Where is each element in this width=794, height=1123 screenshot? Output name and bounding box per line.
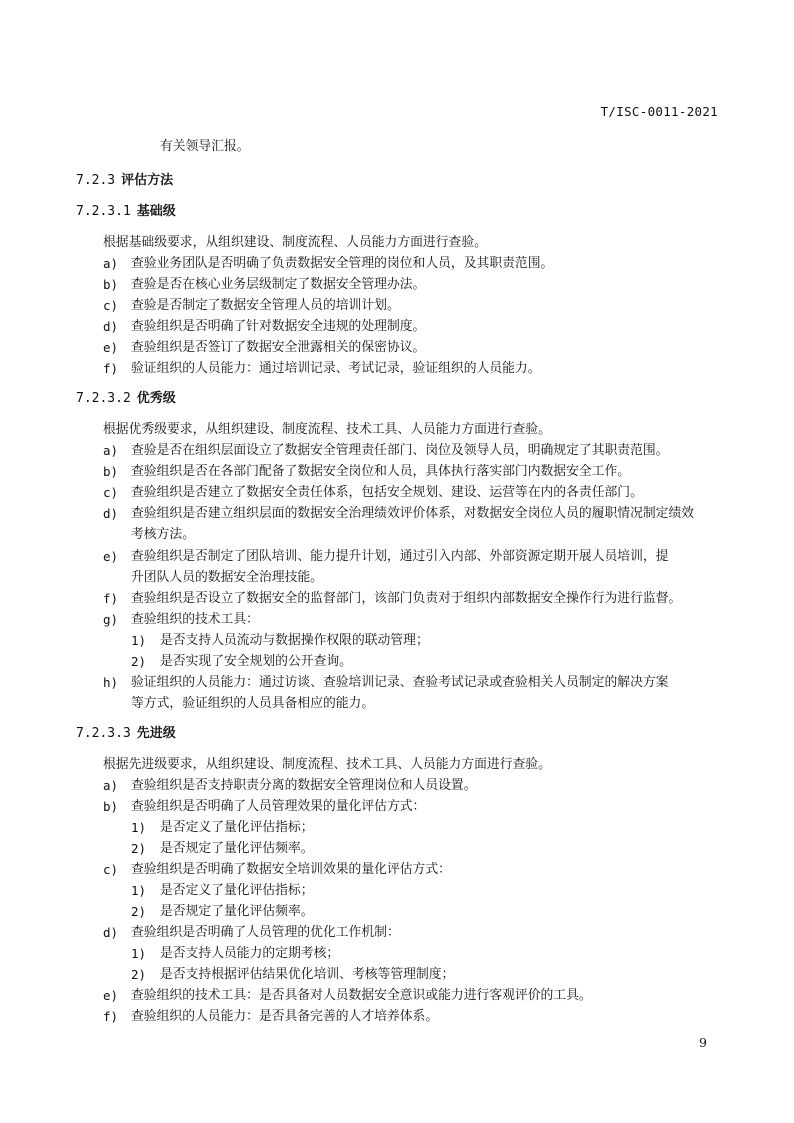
subsection-number: 7.2.3.2: [76, 391, 131, 406]
item-text: 查验组织是否明确了人员管理的优化工作机制：: [131, 925, 400, 940]
item-marker: e): [103, 549, 119, 564]
item-marker: a): [103, 778, 119, 793]
item-marker: a): [103, 443, 119, 458]
item-text-line2: 等方式，验证组织的人员具备相应的能力。: [131, 696, 375, 711]
item-marker: h): [103, 675, 119, 690]
item-text: 查验组织是否明确了数据安全培训效果的量化评估方式：: [131, 862, 451, 877]
item-marker: c): [103, 485, 119, 500]
item-marker: f): [103, 1009, 119, 1024]
item-text: 查验组织的人员能力：是否具备完善的人才培养体系。: [131, 1009, 439, 1024]
item-text: 查验是否在组织层面设立了数据安全管理责任部门、岗位及领导人员，明确规定了其职责范围。: [131, 443, 669, 458]
advanced-intro: 根据先进级要求，从组织建设、制度流程、技术工具、人员能力方面进行查验。: [103, 757, 551, 772]
item-marker: a): [103, 256, 119, 271]
excellent-intro: 根据优秀级要求，从组织建设、制度流程、技术工具、人员能力方面进行查验。: [103, 422, 551, 437]
item-text-line2: 考核方法。: [131, 527, 195, 542]
item-marker: b): [103, 464, 119, 479]
item-marker: d): [103, 319, 119, 334]
item-text: 验证组织的人员能力：通过培训记录、考试记录，验证组织的人员能力。: [131, 361, 541, 376]
item-text: 查验组织的技术工具：: [131, 612, 259, 627]
item-marker: g): [103, 612, 119, 627]
basic-intro: 根据基础级要求，从组织建设、制度流程、人员能力方面进行查验。: [103, 235, 487, 250]
subsection-number: 7.2.3.3: [76, 726, 131, 741]
item-text: 查验组织是否在各部门配备了数据安全岗位和人员，具体执行落实部门内数据安全工作。: [131, 464, 631, 479]
sub-item-text: 是否规定了量化评估频率。: [160, 841, 314, 856]
item-text: 查验是否在核心业务层级制定了数据安全管理办法。: [131, 277, 426, 292]
sub-item-marker: 1): [131, 820, 147, 835]
item-marker: b): [103, 799, 119, 814]
sub-item-text: 是否定义了量化评估指标；: [160, 820, 314, 835]
sub-item-text: 是否支持人员能力的定期考核；: [160, 946, 340, 961]
item-text-line1: 验证组织的人员能力：通过访谈、查验培训记录、查验考试记录或查验相关人员制定的解决方案: [131, 675, 669, 690]
section-heading-7-2-3: [76, 170, 173, 191]
section-title: 评估方法: [121, 173, 174, 188]
continued-text: 有关领导汇报。: [160, 139, 250, 154]
sub-item-text: 是否规定了量化评估频率。: [160, 904, 314, 919]
item-text: 查验组织是否明确了人员管理效果的量化评估方式：: [131, 799, 426, 814]
item-marker: d): [103, 506, 119, 521]
subsection-title: 基础级: [136, 204, 176, 219]
item-text-line1: 查验组织是否建立组织层面的数据安全治理绩效评价体系，对数据安全岗位人员的履职情况制定绩效: [131, 506, 695, 521]
subsection-heading-excellent: [76, 388, 176, 409]
sub-item-marker: 2): [131, 904, 147, 919]
item-text: 查验是否制定了数据安全管理人员的培训计划。: [131, 298, 400, 313]
item-text: 查验组织是否支持职责分离的数据安全管理岗位和人员设置。: [131, 778, 477, 793]
sub-item-marker: 1): [131, 633, 147, 648]
sub-item-marker: 2): [131, 967, 147, 982]
sub-item-text: 是否实现了安全规划的公开查询。: [160, 654, 352, 669]
sub-item-marker: 1): [131, 946, 147, 961]
item-marker: c): [103, 862, 119, 877]
item-marker: f): [103, 361, 119, 376]
item-text: 查验组织是否明确了针对数据安全违规的处理制度。: [131, 319, 426, 334]
sub-item-marker: 2): [131, 841, 147, 856]
sub-item-marker: 1): [131, 883, 147, 898]
item-text: 查验组织是否设立了数据安全的监督部门，该部门负责对于组织内部数据安全操作行为进行监督。: [131, 591, 682, 606]
subsection-title: 优秀级: [136, 391, 176, 406]
item-text-line1: 查验组织是否制定了团队培训、能力提升计划，通过引入内部、外部资源定期开展人员培训，提: [131, 549, 669, 564]
sub-item-text: 是否支持人员流动与数据操作权限的联动管理；: [160, 633, 429, 648]
item-text: 查验组织的技术工具：是否具备对人员数据安全意识或能力进行客观评价的工具。: [131, 988, 592, 1003]
sub-item-text: 是否支持根据评估结果优化培训、考核等管理制度；: [160, 967, 455, 982]
document-id: T/ISC-0011-2021: [600, 104, 718, 119]
page-number: 9: [699, 1035, 707, 1050]
item-marker: b): [103, 277, 119, 292]
subsection-heading-advanced: [76, 723, 176, 744]
item-text-line2: 升团队人员的数据安全治理技能。: [131, 570, 323, 585]
item-marker: e): [103, 988, 119, 1003]
item-marker: e): [103, 340, 119, 355]
item-marker: d): [103, 925, 119, 940]
item-text: 查验组织是否建立了数据安全责任体系，包括安全规划、建设、运营等在内的各责任部门。: [131, 485, 643, 500]
sub-item-marker: 2): [131, 654, 147, 669]
subsection-number: 7.2.3.1: [76, 204, 131, 219]
subsection-heading-basic: [76, 201, 176, 222]
item-marker: c): [103, 298, 119, 313]
item-text: 查验组织是否签订了数据安全泄露相关的保密协议。: [131, 340, 426, 355]
section-number: 7.2.3: [76, 173, 116, 188]
item-marker: f): [103, 591, 119, 606]
sub-item-text: 是否定义了量化评估指标；: [160, 883, 314, 898]
subsection-title: 先进级: [136, 726, 176, 741]
item-text: 查验业务团队是否明确了负责数据安全管理的岗位和人员，及其职责范围。: [131, 256, 554, 271]
